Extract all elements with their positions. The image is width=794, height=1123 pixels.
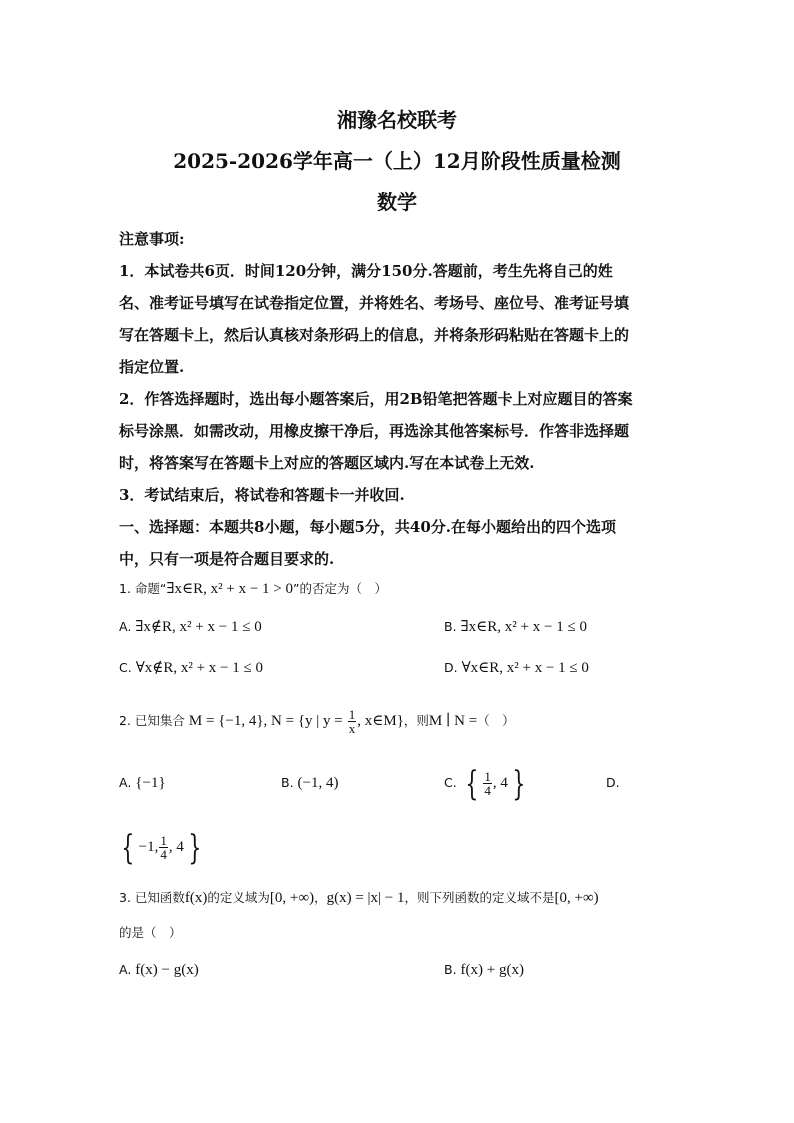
option-label: D. [606,775,620,790]
q2-option-a [119,774,166,792]
section-heading: 一、选择题：本题共8小题，每小题5分，共40分.在每小题给出的四个选项 [119,518,616,536]
notes-line: 1．本试卷共6页．时间120分钟，满分150分.答题前，考生先将自己的姓 [119,262,613,280]
section-heading-cont: 中，只有一项是符合题目要求的. [119,550,335,568]
exam-title-school: 湘豫名校联考 [337,108,457,132]
frac-numerator: 1 [160,833,167,848]
exam-title-subject: 数学 [377,190,417,214]
option-label: A. [119,619,132,634]
left-brace-icon: { [465,763,478,804]
q2-option-c [444,764,529,803]
option-label: A. [119,775,132,790]
q2-set-n-right: , x∈M} [357,713,404,729]
q1-option-b [444,618,587,636]
frac-denominator: 4 [160,847,167,862]
q1-stem-math: ∃x∈R, x² + x − 1 > 0 [166,581,294,597]
q3-mid1: 的定义域为 [207,890,270,905]
right-brace-icon: } [188,827,202,868]
q3-fx: f(x) [184,890,208,906]
q2-fraction [348,708,357,735]
option-label: C. [119,660,132,675]
option-math: , 4 [492,775,508,791]
option-math: ∀x∉R, x² + x − 1 ≤ 0 [135,660,263,676]
option-label: B. [444,962,457,977]
frac-denominator: x [348,721,356,736]
q1-option-c [119,659,263,677]
notes-heading: 注意事项: [119,230,185,248]
notes-line: 名、准考证号填写在试卷指定位置，并将姓名、考场号、座位号、准考证号填 [119,294,630,312]
left-brace-icon: { [121,827,135,868]
q3-domain2: [0, +∞) [554,890,599,906]
frac-denominator: 4 [484,783,491,798]
notes-line: 2．作答选择题时，选出每小题答案后，用2B铅笔把答题卡上对应题目的答案 [119,390,633,408]
option-math: −1, [138,839,159,855]
q3-gx: g(x) = |x| − 1 [326,890,405,906]
notes-line: 3．考试结束后，将试卷和答题卡一并收回. [119,486,405,504]
q1-option-d [444,659,589,677]
notes-line: 标号涂黑．如需改动，用橡皮擦干净后，再选涂其他答案标号．作答非选择题 [119,422,630,440]
q2-prefix: 2. 已知集合 [119,713,185,728]
exam-title-term: 2025-2026学年高一（上）12月阶段性质量检测 [173,149,621,173]
q3-prefix: 3. 已知函数 [119,890,185,905]
option-math: (−1, 4) [297,775,339,791]
question-3-stem [119,889,599,907]
frac-numerator: 1 [484,769,491,784]
option-label: A. [119,962,132,977]
option-math: f(x) − g(x) [135,962,199,978]
option-label: B. [444,619,457,634]
question-1-stem [119,580,387,598]
q2-set-m: M = {−1, 4} [188,713,264,729]
option-label: C. [444,775,457,790]
notes-line: 指定位置. [119,358,185,376]
option-label: B. [281,775,294,790]
option-fraction [159,834,168,861]
q3-option-b [444,961,524,979]
option-math: f(x) + g(x) [460,962,524,978]
right-brace-icon: } [512,763,526,804]
q3-domain: [0, +∞) [269,890,315,906]
option-math: ∀x∈R, x² + x − 1 ≤ 0 [461,660,589,676]
option-math: {−1} [135,775,166,791]
q3-mid2: ，则下列函数的定义域不是 [404,890,555,905]
option-math: ∃x∉R, x² + x − 1 ≤ 0 [135,619,262,635]
q1-option-a [119,618,262,636]
q2-intersect: M ∣ N = [428,713,478,729]
option-label: D. [444,660,458,675]
notes-line: 写在答题卡上，然后认真核对条形码上的信息，并将条形码粘贴在答题卡上的 [119,326,630,344]
q1-suffix: ”的否定为（ ） [293,581,387,596]
question-2-stem [119,704,515,738]
q2-option-d-value [117,828,206,867]
q2-option-b [281,774,339,792]
notes-line: 时，将答案写在答题卡上对应的答题区域内.写在本试卷上无效. [119,454,535,472]
q2-option-d [606,774,620,792]
q2-mid: ，则 [403,713,429,728]
option-math: , 4 [168,839,184,855]
q1-prefix: 1. 命题“ [119,581,167,596]
q2-set-n-left: , N = {y | y = [263,713,343,729]
q2-suffix: （ ） [477,713,515,728]
q3-comma: ， [314,890,327,905]
question-3-stem-cont: 的是（ ） [119,925,182,940]
q3-option-a [119,961,199,979]
option-math: ∃x∈R, x² + x − 1 ≤ 0 [460,619,587,635]
option-fraction [483,770,492,797]
frac-numerator: 1 [348,707,356,722]
